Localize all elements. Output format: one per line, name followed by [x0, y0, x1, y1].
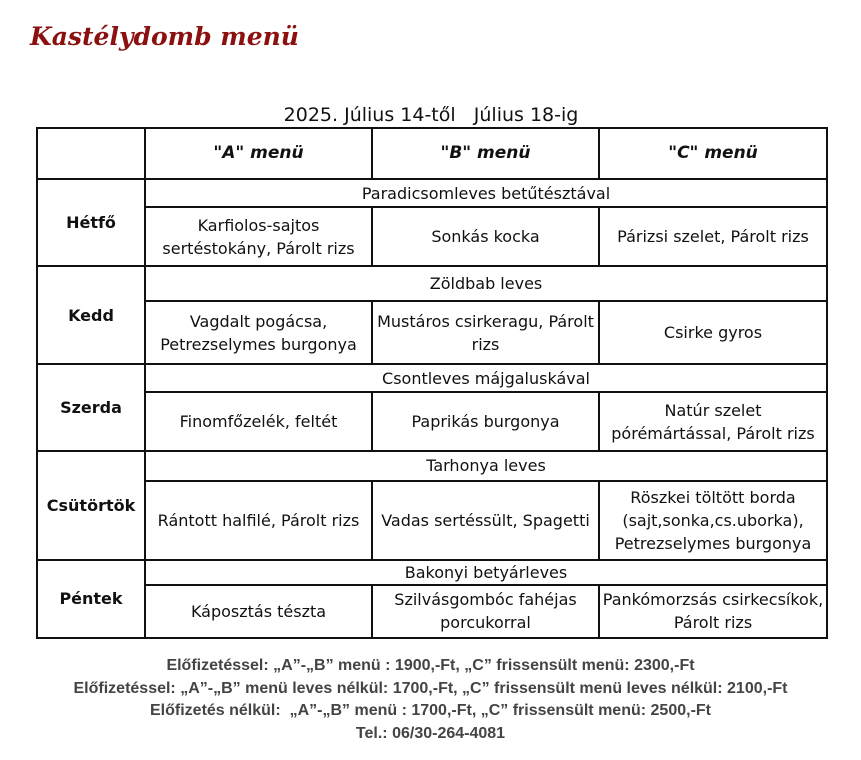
- price-line: Előfizetéssel: „A”-„B” menü leves nélkül: 1700,-Ft, „C” frissensült menü leves nélkül: 2100,-Ft: [73, 679, 788, 697]
- dish-a: Vagdalt pogácsa, Petrezselymes burgonya: [145, 301, 372, 364]
- dish-row: [37, 481, 827, 560]
- price-line: Előfizetés nélkül: „A”-„B” menü : 1700,-Ft, „C” frissensült menü: 2500,-Ft: [150, 702, 711, 719]
- dish-b: Vadas sertéssült, Spagetti: [372, 481, 599, 560]
- dish-b: Paprikás burgonya: [372, 392, 599, 450]
- dish-c: Csirke gyros: [599, 301, 827, 364]
- day-label: Kedd: [37, 266, 145, 364]
- header-c: "C" menü: [599, 128, 827, 179]
- dish-row: [37, 207, 827, 266]
- header-b: "B" menü: [372, 128, 599, 179]
- day-label: Hétfő: [37, 179, 145, 266]
- dish-a: Rántott halfilé, Párolt rizs: [145, 481, 372, 560]
- page-title: Kastélydomb menü: [30, 22, 299, 51]
- header-row: [37, 128, 827, 179]
- menu-period: 2025. Július 14-től Július 18-ig: [283, 104, 579, 126]
- soup-cell: Zöldbab leves: [145, 266, 827, 301]
- soup-row: [37, 179, 827, 207]
- dish-a: Káposztás tészta: [145, 585, 372, 638]
- corner-cell: [37, 128, 145, 179]
- day-label: Péntek: [37, 560, 145, 638]
- dish-c: Natúr szelet pórémártással, Párolt rizs: [611, 400, 815, 443]
- soup-row: [37, 364, 827, 392]
- dish-c: Röszkei töltött borda (sajt,sonka,cs.uborka), Petrezselymes burgonya: [599, 481, 827, 560]
- phone-number: Tel.: 06/30-264-4081: [355, 724, 506, 742]
- day-label: Csütörtök: [37, 451, 145, 560]
- dish-b: Mustáros csirkeragu, Párolt rizs: [372, 301, 599, 364]
- soup-row: [37, 451, 827, 481]
- dish-row: [37, 392, 827, 450]
- dish-c: Párizsi szelet, Párolt rizs: [599, 207, 827, 266]
- soup-cell: Csontleves májgaluskával: [145, 364, 827, 392]
- dish-a: Finomfőzelék, feltét: [145, 392, 372, 450]
- price-info: [0, 655, 861, 745]
- soup-cell: Bakonyi betyárleves: [145, 560, 827, 585]
- soup-cell: Tarhonya leves: [145, 451, 827, 481]
- price-line: Előfizetéssel: „A”-„B” menü : 1900,-Ft, „C” frissensült menü: 2300,-Ft: [166, 657, 695, 674]
- dish-c: Pankómorzsás csirkecsíkok, Párolt rizs: [599, 585, 827, 638]
- header-a: "A" menü: [145, 128, 372, 179]
- soup-cell: Paradicsomleves betűtésztával: [145, 179, 827, 207]
- soup-row: [37, 560, 827, 585]
- dish-a: Karfiolos-sajtos sertéstokány, Párolt rizs: [145, 207, 372, 266]
- soup-row: [37, 266, 827, 301]
- dish-row: [37, 585, 827, 638]
- dish-row: [37, 301, 827, 364]
- dish-b: Szilvásgombóc fahéjas porcukorral: [372, 585, 599, 638]
- dish-c-clipped: [599, 392, 827, 450]
- day-label: Szerda: [37, 364, 145, 450]
- dish-b: Sonkás kocka: [372, 207, 599, 266]
- menu-table: [36, 127, 828, 639]
